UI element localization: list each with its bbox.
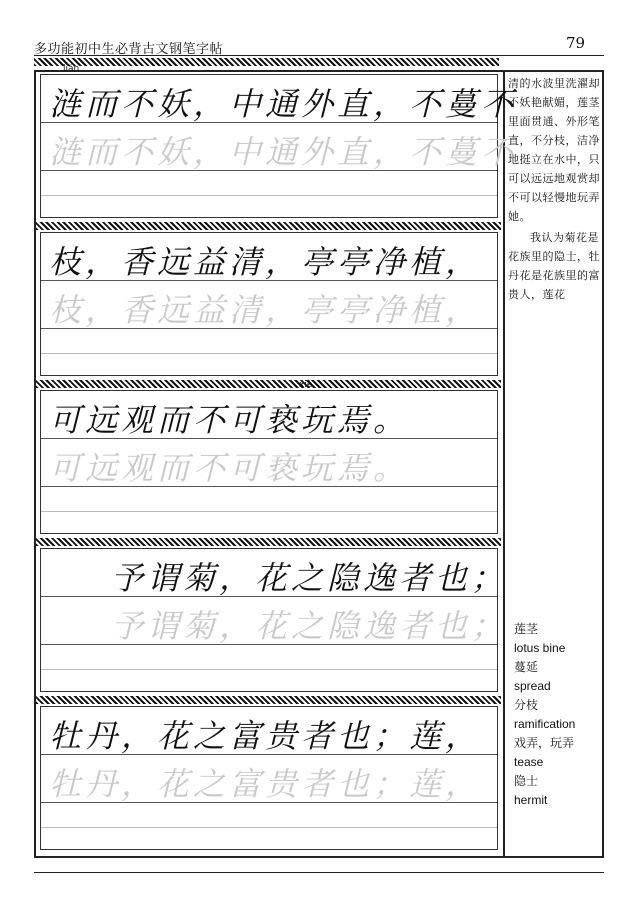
glossary-term-en: ramification bbox=[514, 717, 576, 731]
pinyin-annotation: xiè bbox=[299, 380, 313, 390]
translation-note bbox=[508, 74, 600, 306]
trace-row bbox=[41, 755, 497, 803]
trace-text: 可远观而不可亵玩焉。 bbox=[49, 449, 410, 487]
translation-paragraph: 清的水波里洗濯却不妖艳献媚，莲茎里面贯通、外形笔直，不分枝，洁净地挺立在水中，只可以远远地观赏却不可以轻慢地玩弄她。 bbox=[508, 77, 600, 223]
model-row bbox=[41, 233, 497, 281]
model-row bbox=[41, 549, 508, 597]
glossary-term-en: hermit bbox=[514, 793, 548, 807]
pinyin-annotation: lián bbox=[63, 64, 80, 74]
model-text: 涟而不妖，中通外直，不蔓不 bbox=[49, 85, 518, 123]
glossary-term-cn: 分枝 bbox=[514, 698, 539, 712]
trace-text: 枝，香远益清，亭亭净植， bbox=[49, 291, 482, 329]
practice-block-2 bbox=[40, 232, 498, 376]
model-text: 予谓菊，花之隐逸者也； bbox=[111, 559, 508, 597]
practice-block-4 bbox=[40, 548, 508, 692]
glossary-term-en: tease bbox=[514, 755, 544, 769]
model-text: 可远观而不可亵玩焉。 bbox=[49, 401, 410, 439]
glossary-term-en: spread bbox=[514, 679, 551, 693]
model-text: 枝，香远益清，亭亭净植， bbox=[49, 243, 482, 281]
trace-row bbox=[41, 123, 518, 171]
practice-block-1 bbox=[40, 64, 518, 218]
decorative-band bbox=[34, 58, 499, 66]
model-text: 牡丹，花之富贵者也；莲， bbox=[49, 717, 482, 755]
decorative-band bbox=[36, 222, 501, 230]
model-row bbox=[41, 64, 518, 123]
book-title: 多功能初中生必背古文钢笔字帖 bbox=[34, 42, 224, 57]
trace-text: 涟而不妖，中通外直，不蔓不 bbox=[49, 133, 518, 171]
glossary-term-cn: 蔓延 bbox=[514, 660, 539, 674]
model-row bbox=[41, 707, 497, 755]
trace-text: 予谓菊，花之隐逸者也； bbox=[111, 607, 508, 645]
glossary-term-en: lotus bine bbox=[514, 641, 566, 655]
blank-practice-row bbox=[41, 487, 497, 535]
header-rule bbox=[34, 55, 604, 56]
glossary bbox=[514, 620, 602, 810]
decorative-band bbox=[36, 380, 501, 388]
translation-paragraph: 我认为菊花是花族里的隐士，牡丹花是花族里的富贵人，莲花 bbox=[508, 231, 600, 301]
column-divider bbox=[503, 70, 505, 858]
practice-block-3 bbox=[40, 380, 498, 534]
blank-practice-row bbox=[41, 645, 497, 693]
decorative-band bbox=[36, 696, 501, 704]
model-row bbox=[41, 380, 497, 439]
trace-row bbox=[41, 439, 497, 487]
practice-block-5 bbox=[40, 706, 498, 850]
trace-text: 牡丹，花之富贵者也；莲， bbox=[49, 765, 482, 803]
trace-row bbox=[41, 281, 497, 329]
decorative-band bbox=[36, 538, 501, 546]
blank-practice-row bbox=[41, 803, 497, 851]
glossary-term-cn: 莲茎 bbox=[514, 622, 539, 636]
trace-row bbox=[41, 597, 508, 645]
glossary-term-cn: 戏弄，玩弄 bbox=[514, 736, 575, 750]
blank-practice-row bbox=[41, 329, 497, 377]
footer-rule bbox=[34, 872, 604, 873]
glossary-term-cn: 隐士 bbox=[514, 774, 539, 788]
page-number: 79 bbox=[566, 34, 586, 52]
blank-practice-row bbox=[41, 171, 497, 219]
